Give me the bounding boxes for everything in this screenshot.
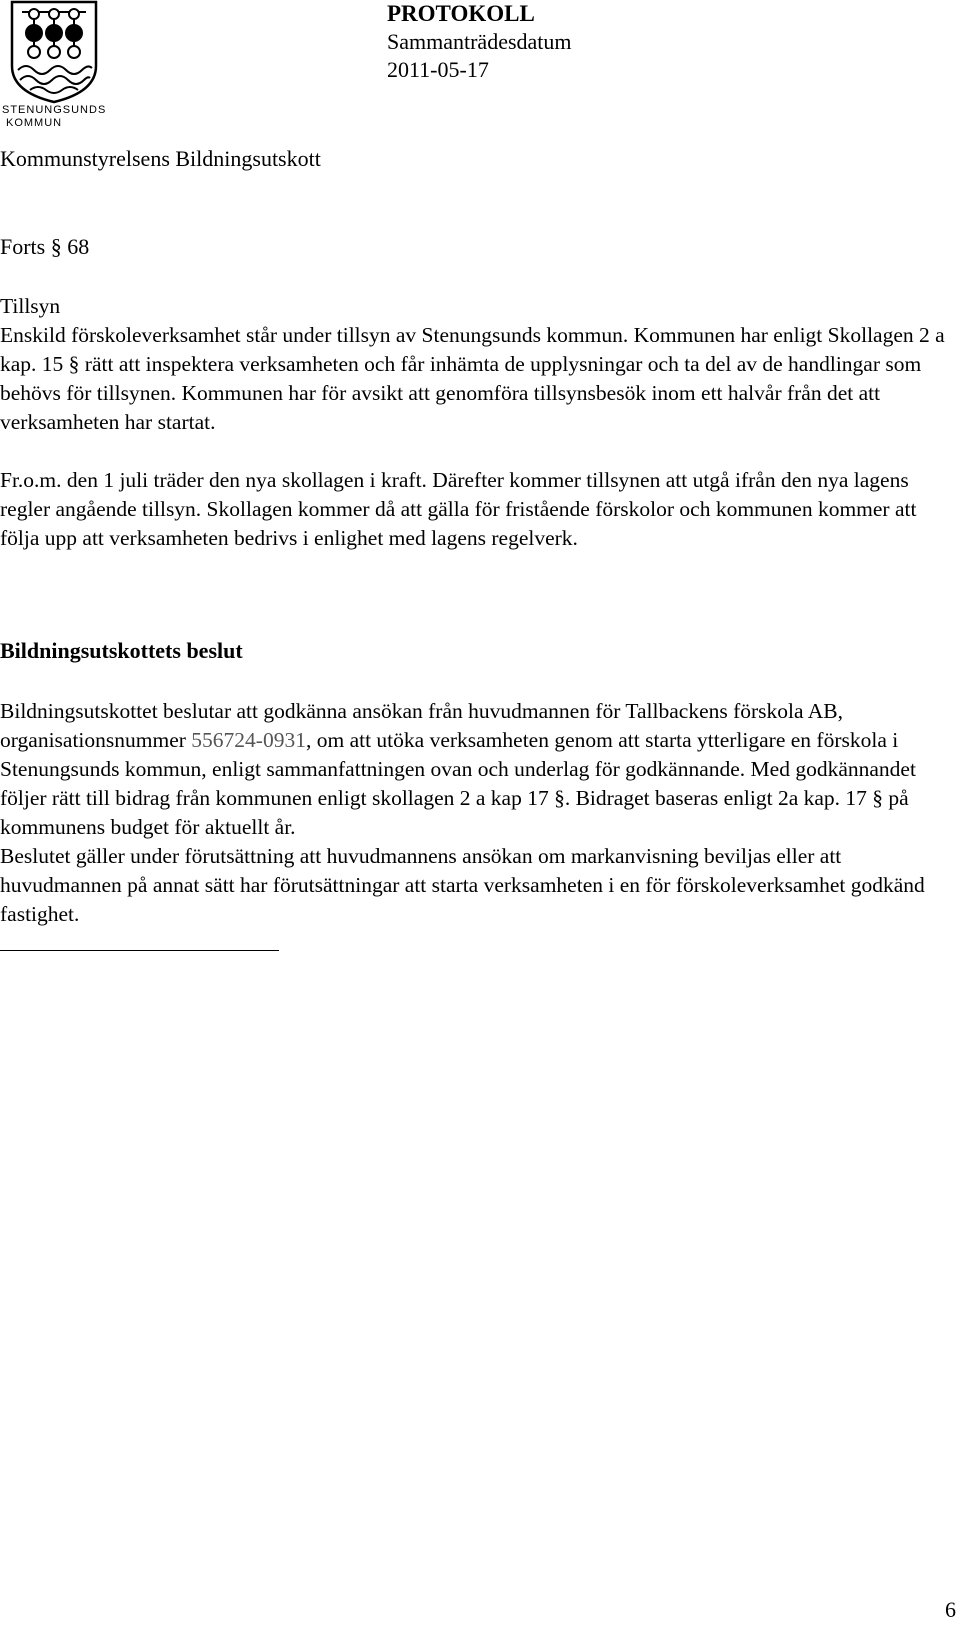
organization-name: Kommunstyrelsens Bildningsutskott: [0, 146, 321, 171]
tillsyn-section: [0, 292, 958, 437]
section-heading: Forts § 68: [0, 234, 90, 259]
organization-number: 556724-0931: [191, 728, 306, 752]
decision-heading: Bildningsutskottets beslut: [0, 638, 243, 663]
decision-text-part2: , om att utöka verksamheten genom att starta ytterligare en förskola i Stenungsunds kommun, enligt sammanfattningen ovan och underlag för godkännande. Med godkännandet följer rätt till bidrag från kommunen enligt skollagen 2 a kap 17 §. Bidraget baseras enligt 2a kap. 17 § på kommunens budget för aktuellt år.: [0, 728, 916, 839]
document-type-title: PROTOKOLL: [387, 1, 535, 26]
separator-line: [0, 950, 279, 951]
meeting-date-label: Sammanträdesdatum: [387, 29, 572, 54]
tillsyn-heading: Tillsyn: [0, 294, 61, 318]
tillsyn-paragraph: Enskild förskoleverksamhet står under tillsyn av Stenungsunds kommun. Kommunen har enligt Skollagen 2 a kap. 15 § rätt att inspektera verksamheten och får inhämta de upplysningar och ta del av de handlingar som behövs för tillsynen. Kommunen har för avsikt att genomföra tillsynsbesök inom ett halvår från det att verksamheten har startat.: [0, 323, 945, 434]
municipality-logo: [0, 0, 118, 132]
new-law-section: [0, 466, 958, 553]
meeting-date: 2011-05-17: [387, 57, 489, 82]
coat-of-arms-icon: [0, 0, 118, 104]
logo-name-line1: STENUNGSUNDS: [2, 104, 107, 116]
decision-section: [0, 697, 958, 929]
decision-condition-paragraph: Beslutet gäller under förutsättning att huvudmannens ansökan om markanvisning beviljas eller att huvudmannen på annat sätt har förutsättningar att starta verksamheten i en för förskoleverksamhet godkänd fastighet.: [0, 844, 925, 926]
decision-text-part1: Bildningsutskottet beslutar att godkänna ansökan från huvudmannen för Tallbackens förskola AB, organisationsnummer: [0, 699, 843, 752]
decision-paragraph: [0, 697, 958, 842]
logo-name-line2: KOMMUN: [6, 117, 63, 129]
new-law-paragraph: Fr.o.m. den 1 juli träder den nya skollagen i kraft. Därefter kommer tillsynen att utgå ifrån den nya lagens regler angående tillsyn. Skollagen kommer då att gälla för fristående förskolor och kommunen kommer att följa upp att verksamheten bedrivs i enlighet med lagens regelverk.: [0, 468, 917, 550]
page-number: 6: [945, 1597, 956, 1622]
